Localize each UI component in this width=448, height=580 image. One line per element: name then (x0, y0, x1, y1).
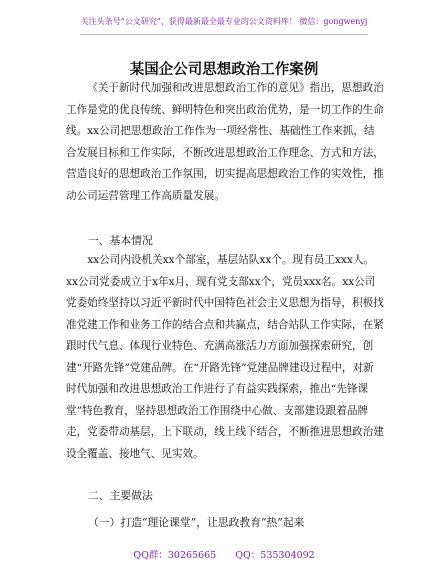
footer-contact: QQ群：30265665 QQ：535304092 (133, 550, 315, 561)
section2-heading: 二、主要做法 (88, 489, 153, 502)
header-banner-text: 关注头条号“公文研究”，获得最新最全最专业的公文资料库！ 微信：gongwenyj (80, 17, 368, 26)
subsection1-heading: （一）打造“理论课堂”，让思政教育“热”起来 (88, 516, 305, 529)
document-title: 某国企公司思想政治工作案例 (129, 62, 319, 78)
section1-paragraph: xx公司内设机关xx个部室，基层站队xx个。现有员工xxx人。xx公司党委成立于x年x月，现有党支部xx个，党员xxx名。xx公司党委始终坚持以习近平新时代中国特色社会主义思想为指导，积极找准党建工作和业务工作的结合点和共赢点，结合站队工作实际，在紧跟时代气息、体现行业特色、充满高涨活力方面加强探索研究，创建“开路先锋”党建品牌。在“开路先锋”党建品牌建设过程中，对新时代加强和改进思想政治工作进行了有益实践探索，推出“先锋课堂”特色教育，坚持思想政治工作围绕中心做、支部建设跟着品牌走，党委带动基层，上下联动，线上线下结合，不断推进思想政治建设全覆盖、接地气、见实效。 (66, 254, 384, 460)
intro-paragraph: 《关于新时代加强和改进思想政治工作的意见》指出，思想政治工作是党的优良传统、鲜明特色和突出政治优势，是一切工作的生命线。xx公司把思想政治工作作为一项经常性、基础性工作来抓，结合发展目标和工作实际，不断改进思想政治工作理念、方式和方法，营造良好的思想政治工作氛围，切实提高思想政治工作的实效性，推动公司运营管理工作高质量发展。 (66, 82, 384, 202)
header-banner (0, 0, 448, 44)
intro-block (66, 78, 384, 207)
section1-block (66, 250, 384, 465)
section1-heading: 一、基本情况 (88, 234, 153, 247)
header-divider (80, 34, 368, 35)
